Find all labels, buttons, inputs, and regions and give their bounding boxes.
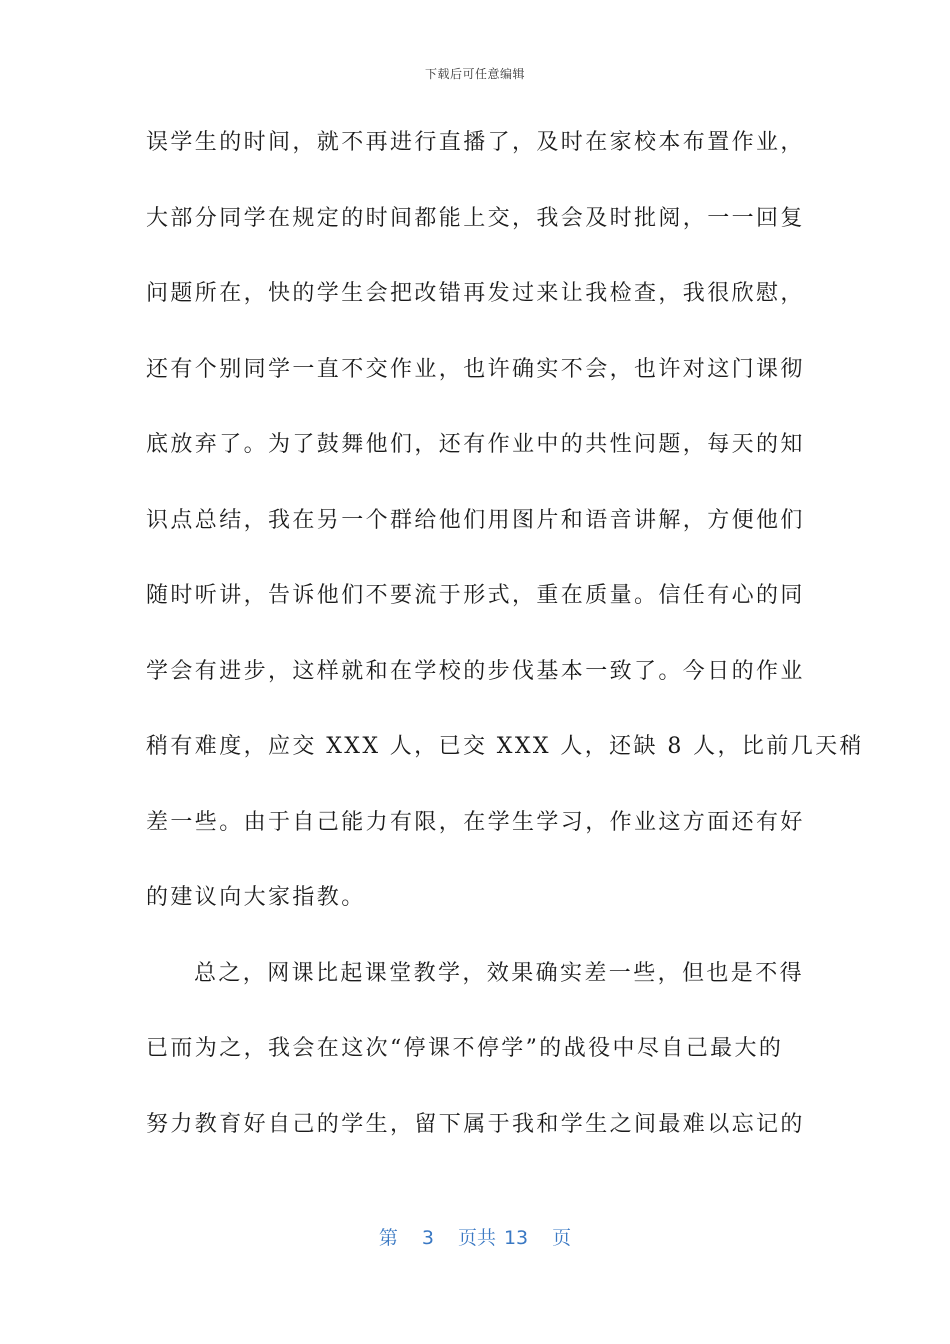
document-body (146, 126, 864, 1183)
page-prefix: 第 (378, 1227, 398, 1249)
text-line: 识点总结，我在另一个群给他们用图片和语音讲解，方便他们 (146, 507, 805, 533)
text-line: 努力教育好自己的学生，留下属于我和学生之间最难以忘记的 (146, 1111, 805, 1137)
text-line: 问题所在，快的学生会把改错再发过来让我检查，我很欣慰， (146, 281, 805, 306)
text-line: 的建议向大家指教。 (146, 885, 366, 910)
text-line: 随时听讲，告诉他们不要流于形式，重在质量。信任有心的同 (146, 583, 805, 608)
page-header: 下载后可任意编辑 (424, 67, 525, 81)
current-page-number: 3 (421, 1227, 434, 1249)
text-line: 差一些。由于自己能力有限，在学生学习，作业这方面还有好 (146, 809, 805, 835)
text-line: 学会有进步，这样就和在学校的步伐基本一致了。今日的作业 (146, 658, 805, 684)
page-footer (0, 1226, 950, 1250)
text-line: 误学生的时间，就不再进行直播了，及时在家校本布置作业， (146, 130, 805, 155)
page-middle: 页共 (457, 1227, 496, 1249)
page-suffix: 页 (552, 1227, 572, 1249)
text-line: 已而为之，我会在这次“停课不停学”的战役中尽自己最大的 (146, 1036, 784, 1061)
text-line: 底放弃了。为了鼓舞他们，还有作业中的共性问题，每天的知 (146, 432, 805, 457)
text-line: 还有个别同学一直不交作业，也许确实不会，也许对这门课彻 (146, 356, 805, 382)
text-line: 稍有难度，应交 XXX 人，已交 XXX 人，还缺 8 人，比前几天稍 (146, 734, 864, 759)
paragraph-start-line: 总之，网课比起课堂教学，效果确实差一些，但也是不得 (194, 960, 805, 986)
text-line: 大部分同学在规定的时间都能上交，我会及时批阅，一一回复 (146, 205, 805, 231)
total-pages-number: 13 (503, 1227, 529, 1249)
